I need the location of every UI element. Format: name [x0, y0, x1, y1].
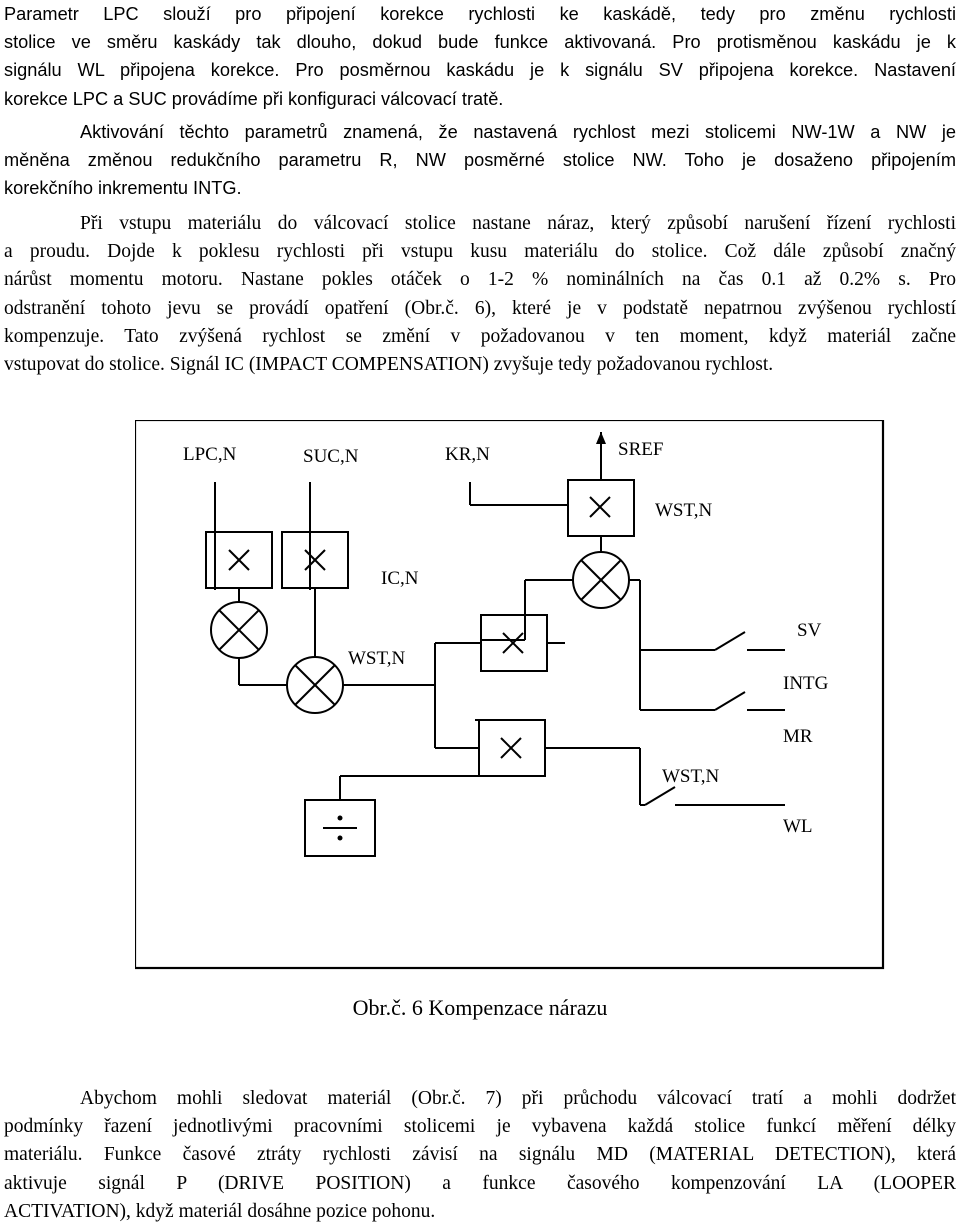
label-sref: SREF: [618, 439, 664, 460]
text-line: materiálu. Funkce časové ztráty rychlosti závisí na signálu MD (MATERIAL DETECTION), která: [4, 1144, 956, 1166]
text-line: měněna změnou redukčního parametru R, NW posměrné stolice NW. Toho je dosaženo připojením: [4, 150, 956, 171]
text-line: aktivuje signál P (DRIVE POSITION) a funkce časového kompenzování LA (LOOPER: [4, 1172, 956, 1194]
text-line: kompenzuje. Tato zvýšená rychlost se změní v požadovanou v ten moment, když materiál začne: [4, 325, 956, 347]
text-line: stolice ve směru kaskády tak dlouho, dokud bude funkce aktivovaná. Pro protisměnou kaskádu je k: [4, 32, 956, 53]
label-mr: MR: [783, 726, 813, 747]
figure-caption: Obr.č. 6 Kompenzace nárazu: [352, 995, 608, 1020]
text-line: Abychom mohli sledovat materiál (Obr.č. 7) při průchodu válcovací tratí a mohli dodržet: [80, 1088, 956, 1109]
label-wst-n-mid: WST,N: [348, 648, 406, 669]
switch-intg: [715, 692, 745, 710]
text-line: signálu WL připojena korekce. Pro posměrnou kaskádu je k signálu SV připojena korekce. Nastavení: [4, 60, 956, 81]
paragraph-impact: [4, 210, 956, 379]
text-line: Aktivování těchto parametrů znamená, že nastavená rychlost mezi stolicemi NW-1W a NW je: [80, 122, 956, 142]
label-lpc-n: LPC,N: [183, 444, 237, 465]
text-line: Parametr LPC slouží pro připojení korekce rychlosti ke kaskádě, tedy pro změnu rychlosti: [4, 4, 956, 24]
text-line: nárůst momentu motoru. Nastane pokles otáček o 1-2 % nominálních na čas 0.1 až 0.2% s. Pro: [4, 269, 956, 291]
label-intg: INTG: [783, 673, 829, 694]
text-line: a proudu. Dojde k poklesu rychlosti při vstupu kusu materiálu do stolice. Což dále způsobí značný: [4, 241, 956, 263]
label-kr-n: KR,N: [445, 444, 490, 465]
text-line: odstranění tohoto jevu se provádí opatření (Obr.č. 6), které je v podstatě nepatrnou zvýšenou rychlostí: [4, 297, 956, 319]
label-wst-n-bottom: WST,N: [662, 766, 720, 787]
text-line: korekce LPC a SUC provádíme při konfiguraci válcovací tratě.: [4, 88, 504, 109]
paragraph-lpc: [4, 0, 956, 113]
paragraph-material-tracking: [4, 1085, 956, 1226]
switch-sv: [715, 632, 745, 650]
text-line: podmínky řazení jednotlivými pracovními stolicemi je vybavena každá stolice funkcí měření délky: [4, 1116, 956, 1138]
text-line: korekčního inkrementu INTG.: [4, 178, 242, 199]
text-line: ACTIVATION), když materiál dosáhne pozice pohonu.: [4, 1200, 436, 1222]
label-suc-n: SUC,N: [303, 446, 359, 467]
text-line: Při vstupu materiálu do válcovací stolice nastane náraz, který způsobí narušení řízení rychlosti: [80, 213, 956, 234]
text-line: vstupovat do stolice. Signál IC (IMPACT COMPENSATION) zvyšuje tedy požadovanou rychlost.: [4, 354, 774, 376]
label-sv: SV: [797, 620, 822, 641]
divide-icon: [323, 816, 357, 841]
switch-wl: [645, 787, 675, 805]
diagram-frame: [135, 420, 883, 968]
impact-compensation-diagram: [135, 420, 885, 970]
label-ic-n: IC,N: [381, 568, 419, 589]
paragraph-activation: [4, 118, 956, 203]
label-wst-n-top: WST,N: [655, 500, 713, 521]
label-wl: WL: [783, 816, 813, 837]
